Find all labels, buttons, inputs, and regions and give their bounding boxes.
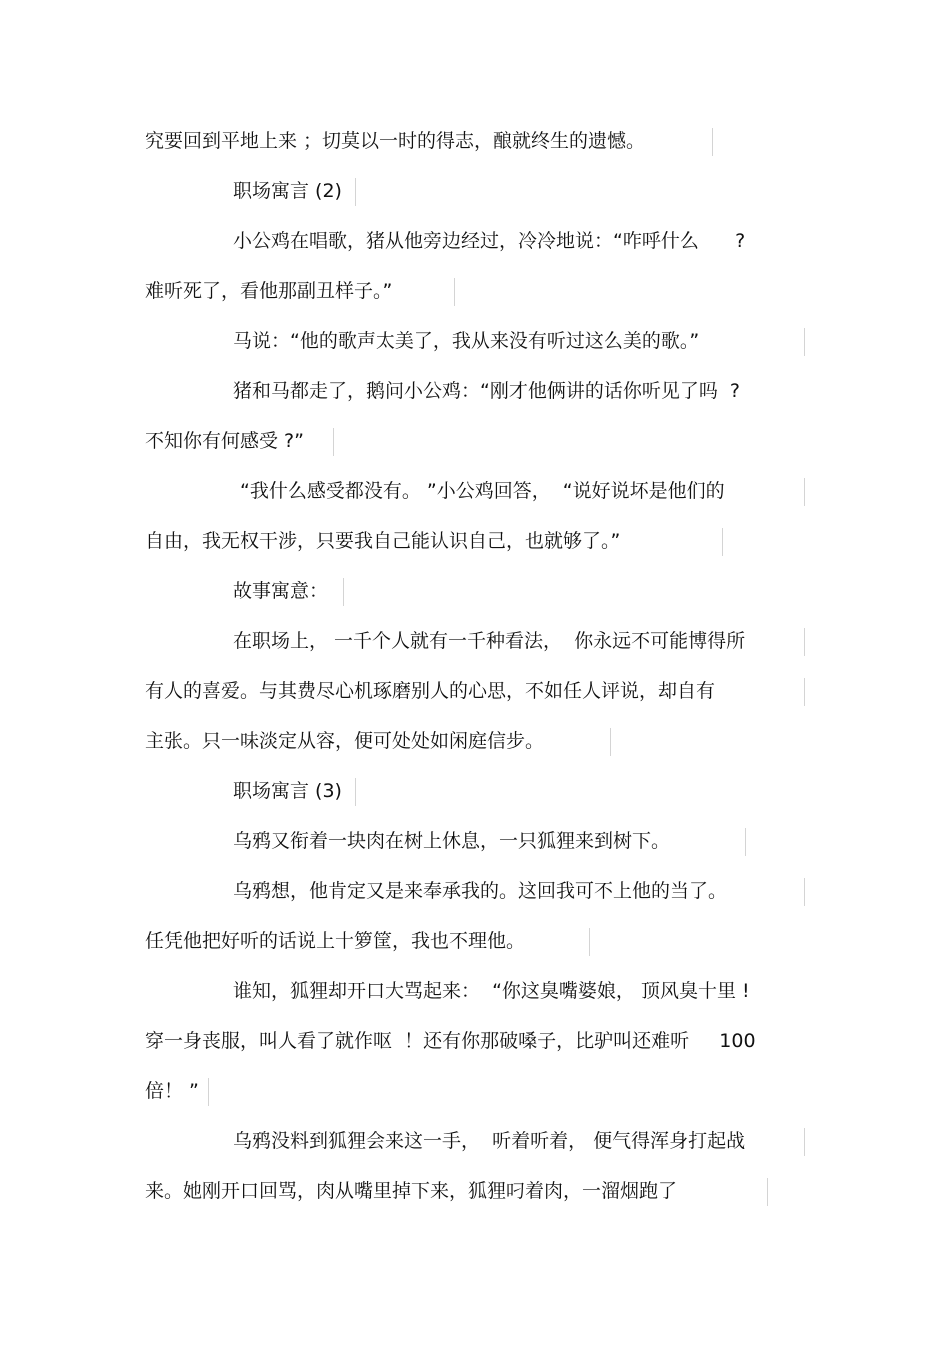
- text-line: “我什么感受都没有。 ”小公鸡回答， “说好说坏是他们的: [240, 480, 725, 502]
- text-line: 来。她刚开口回骂，肉从嘴里掉下来，狐狸叼着肉，一溜烟跑了: [145, 1180, 678, 1202]
- line-divider: [804, 1128, 805, 1156]
- section-heading: 故事寓意：: [233, 580, 329, 602]
- text-line: 自由，我无权干涉，只要我自己能认识自己，也就够了。”: [145, 530, 621, 552]
- line-divider: [722, 528, 723, 556]
- line-divider: [804, 478, 805, 506]
- line-divider: [355, 178, 356, 206]
- line-divider: [767, 1178, 768, 1206]
- line-divider: [804, 628, 805, 656]
- text-line: 穿一身丧服，叫人看了就作呕 ！还有你那破嗓子，比驴叫还难听 100: [145, 1030, 756, 1052]
- line-divider: [355, 778, 356, 806]
- text-line: 倍！ ”: [145, 1080, 199, 1102]
- text-line: 乌鸦没料到狐狸会来这一手， 听着听着， 便气得浑身打起战: [233, 1130, 746, 1152]
- line-divider: [804, 878, 805, 906]
- line-divider: [333, 428, 334, 456]
- text-line: 难听死了，看他那副丑样子。”: [145, 280, 393, 302]
- line-divider: [454, 278, 455, 306]
- text-line: 谁知，狐狸却开口大骂起来： “你这臭嘴婆娘， 顶风臭十里 !: [233, 980, 750, 1002]
- line-divider: [712, 128, 713, 156]
- text-line: 究要回到平地上来 ；切莫以一时的得志，酿就终生的遗憾。: [145, 130, 646, 152]
- section-heading: 职场寓言 (3): [233, 780, 342, 802]
- line-divider: [804, 678, 805, 706]
- text-line: 马说：“他的歌声太美了，我从来没有听过这么美的歌。”: [233, 330, 700, 352]
- text-line: 主张。只一味淡定从容，便可处处如闲庭信步。: [145, 730, 545, 752]
- line-divider: [804, 328, 805, 356]
- line-divider: [745, 828, 746, 856]
- line-divider: [589, 928, 590, 956]
- text-line: 乌鸦想，他肯定又是来奉承我的。这回我可不上他的当了。: [233, 880, 728, 902]
- text-line: 任凭他把好听的话说上十箩筐，我也不理他。: [145, 930, 526, 952]
- line-divider: [208, 1078, 209, 1106]
- text-line: 乌鸦又衔着一块肉在树上休息，一只狐狸来到树下。: [233, 830, 671, 852]
- section-heading: 职场寓言 (2): [233, 180, 342, 202]
- text-line: 小公鸡在唱歌，猪从他旁边经过，冷冷地说：“咋呼什么 ?: [233, 230, 746, 252]
- text-line: 猪和马都走了，鹅问小公鸡：“刚才他俩讲的话你听见了吗 ?: [233, 380, 741, 402]
- text-line: 在职场上， 一千个人就有一千种看法， 你永远不可能博得所: [233, 630, 746, 652]
- text-line: 不知你有何感受 ?”: [145, 430, 304, 452]
- text-line: 有人的喜爱。与其费尽心机琢磨别人的心思，不如任人评说，却自有: [145, 680, 716, 702]
- line-divider: [610, 728, 611, 756]
- line-divider: [343, 578, 344, 606]
